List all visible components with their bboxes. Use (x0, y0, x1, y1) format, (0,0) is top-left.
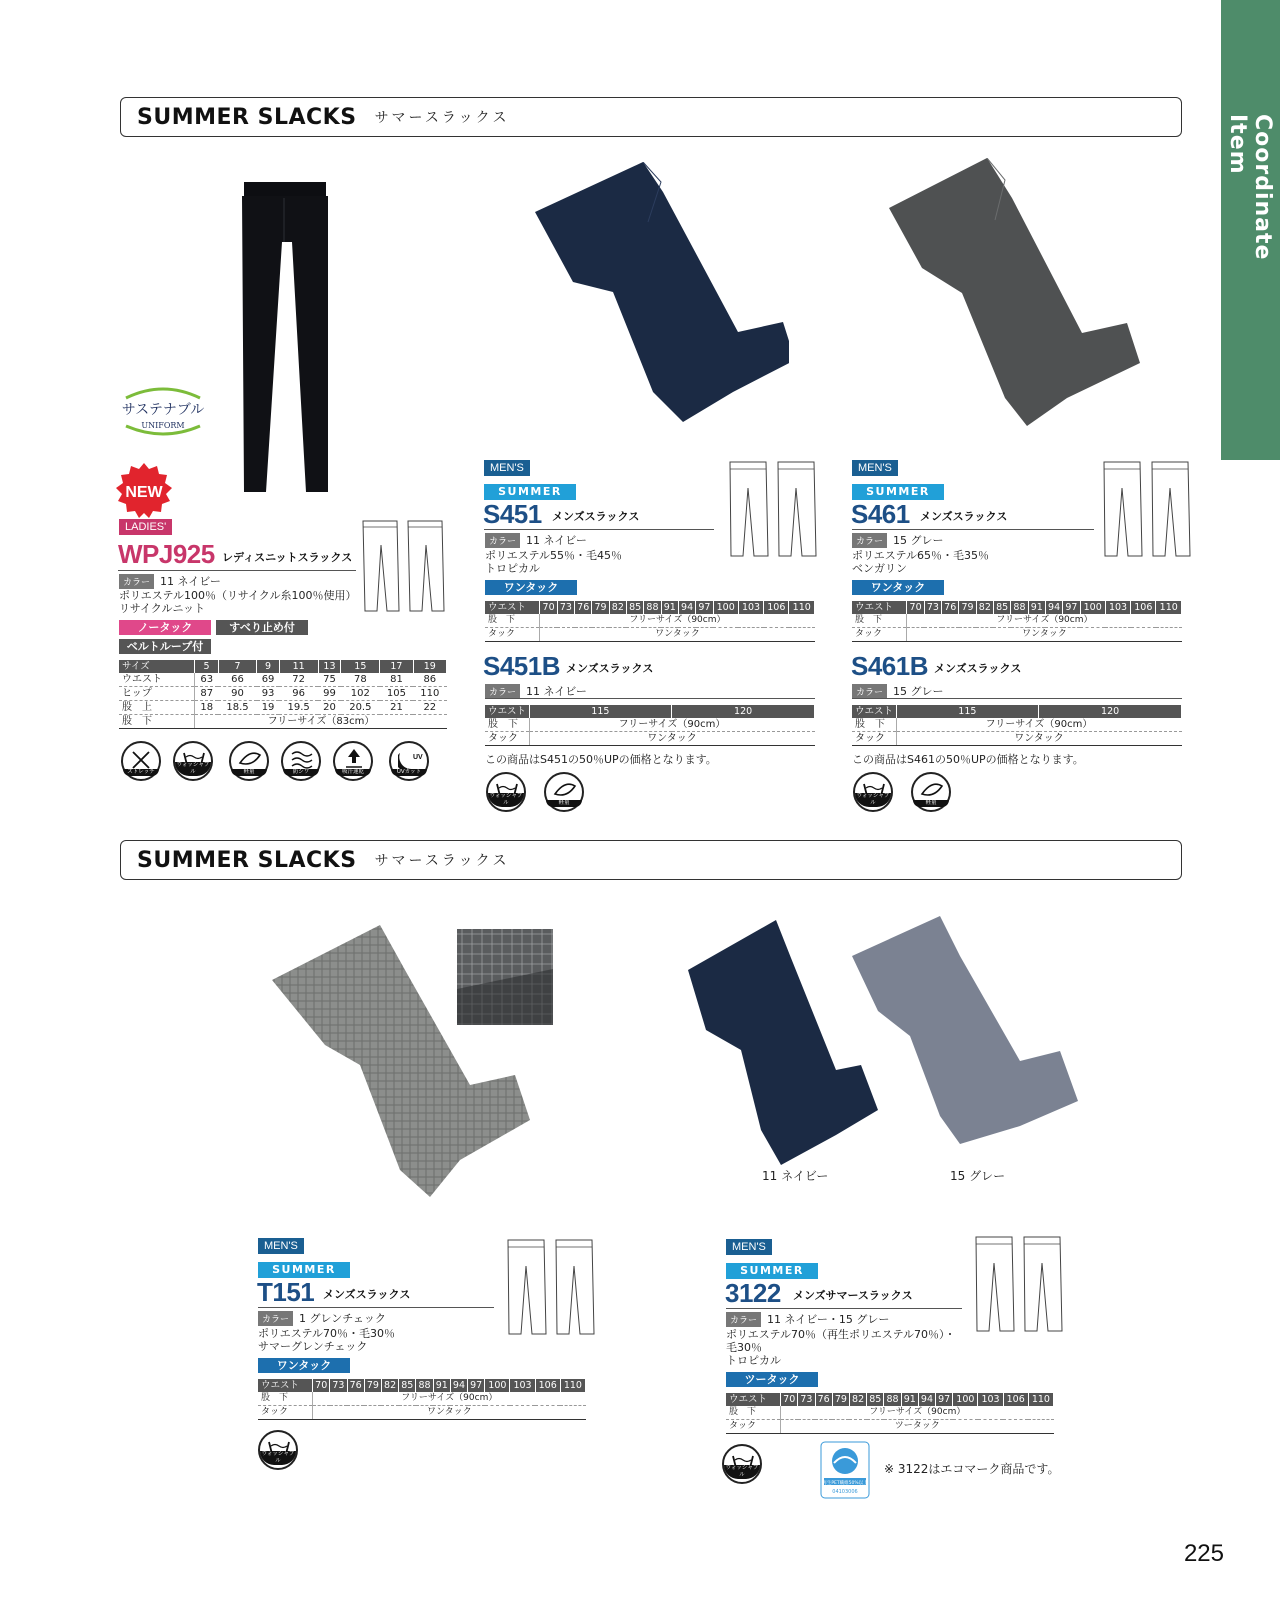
color-row (726, 1311, 889, 1327)
season-tag: SUMMER (852, 484, 944, 500)
fabric-composition: ポリエステル70％・毛30％ (258, 1327, 396, 1340)
s461-tech-drawing (1100, 458, 1196, 558)
lightweight-icon: 軽量 (544, 772, 584, 812)
color-value: 15 グレー (893, 685, 944, 698)
table-row: タック ワンタック (852, 732, 1182, 746)
s451b-size-table: ウエスト 115 120 股 下 フリーサイズ（90cm） タック ワンタック (485, 705, 815, 746)
logo-text: サステナブル (121, 402, 205, 418)
divider (484, 529, 714, 530)
product-name: メンズスラックス (566, 662, 654, 675)
color-value: 1 グレンチェック (299, 1312, 386, 1325)
logo-sub: UNIFORM (141, 421, 185, 430)
size-cell: 9 (257, 660, 279, 673)
season-tag: SUMMER (258, 1262, 350, 1278)
color-row (852, 683, 944, 699)
product-name: メンズスラックス (552, 510, 640, 523)
fabric-composition: ポリエステル65％・毛35％ (852, 549, 990, 562)
fabric-type: トロピカル (726, 1354, 781, 1367)
section-subtitle: サマースラックス (374, 853, 510, 869)
size-cell: 13 (318, 660, 341, 673)
product-code: S461 (851, 499, 910, 529)
feature-pill-non-slip: すべり止め付 (216, 620, 308, 635)
product-name: メンズスラックス (920, 510, 1008, 523)
fabric-type: トロピカル (485, 562, 540, 575)
product-code: S461B (851, 651, 928, 681)
table-row: 股 下 フリーサイズ（90cm） (726, 1406, 1054, 1420)
table-row: ヒップ 87 90 93 96 99 102 105 110 (119, 687, 447, 701)
size-header: サイズ (119, 660, 195, 673)
section-title: SUMMER SLACKS (137, 847, 357, 873)
size-cell: 19 (413, 660, 446, 673)
uv-cut-icon: UV UVカット (389, 741, 429, 781)
feature-pill-belt-loop: ベルトループ付 (119, 639, 211, 654)
tuck-pill: ツータック (726, 1372, 818, 1387)
fabric-type: ベンガリン (852, 562, 907, 575)
fabric-composition-2: 毛30％ (726, 1341, 762, 1354)
wpj925-tech-drawing (360, 517, 450, 613)
washable-icon: ウォッシャブル (258, 1430, 298, 1470)
color-label: カラー (726, 1312, 761, 1327)
table-row: タック ワンタック (485, 628, 815, 642)
divider (118, 570, 356, 571)
product-code: WPJ925 (118, 539, 215, 569)
eco-number: 04103006 (832, 1489, 858, 1495)
p3122-size-table: ウエスト 70 73 76 79 82 85 88 91 94 97 100 103 106 110 股 下 フリーサイズ（90cm） タック ツータック (726, 1393, 1054, 1434)
s451-photo (533, 162, 789, 430)
color-value: 15 グレー (893, 534, 944, 547)
fabric-composition: ポリエステル70％（再生ポリエステル70％）・ (726, 1328, 956, 1341)
size-cell: 15 (341, 660, 380, 673)
section-title: SUMMER SLACKS (137, 104, 357, 130)
gender-tag: LADIES' (119, 519, 172, 535)
size-cell: 11 (279, 660, 318, 673)
caption-gray: 15 グレー (950, 1169, 1006, 1183)
color-row (485, 683, 587, 699)
s461-photo (887, 158, 1143, 428)
washable-icon: ウォッシャブル (722, 1444, 762, 1484)
color-row (119, 573, 221, 589)
tuck-pill: ワンタック (485, 580, 577, 595)
s451-tech-drawing (726, 458, 822, 558)
color-row (852, 532, 944, 548)
section-header-bottom (120, 840, 1182, 880)
caption-navy: 11 ネイビー (762, 1169, 829, 1183)
color-row (258, 1310, 386, 1326)
table-row: 股 下 フリーサイズ（90cm） (852, 718, 1182, 732)
fabric-type: サマーグレンチェック (258, 1340, 368, 1353)
page-number: 225 (1183, 1540, 1224, 1567)
divider (258, 1307, 494, 1308)
table-row: 股 下 フリーサイズ（90cm） (852, 614, 1182, 628)
color-label: カラー (119, 574, 154, 589)
size-cell: 7 (218, 660, 257, 673)
p3122-gray-photo (850, 916, 1090, 1146)
feature-pill-no-tuck: ノータック (119, 620, 211, 635)
color-label: カラー (485, 684, 520, 699)
new-badge-text: NEW (125, 484, 163, 501)
product-code: S451 (483, 499, 542, 529)
fabric-composition: ポリエステル100％（リサイクル糸100％使用） (119, 589, 357, 602)
divider (852, 698, 1182, 699)
product-code: T151 (257, 1277, 315, 1307)
color-label: カラー (852, 533, 887, 548)
fabric-composition: ポリエステル55％・毛45％ (485, 549, 623, 562)
fabric-type: リサイクルニット (119, 602, 206, 615)
product-code: 3122 (725, 1278, 781, 1308)
tuck-pill: ワンタック (258, 1358, 350, 1373)
season-tag: SUMMER (726, 1263, 818, 1279)
price-note: この商品はS451の50％UPの価格となります。 (485, 753, 717, 766)
eco-mark-logo (820, 1441, 870, 1499)
size-cell: 5 (195, 660, 218, 673)
gender-tag: MEN'S (258, 1238, 304, 1254)
table-row: 股 下 フリーサイズ（90cm） (485, 614, 815, 628)
s451-size-table: ウエスト 70 73 76 79 82 85 88 91 94 97 100 103 106 110 股 下 フリーサイズ（90cm） タック ワンタック (485, 601, 815, 642)
table-row: タック ワンタック (485, 732, 815, 746)
quick-dry-icon: 吸汗速乾 (333, 741, 373, 781)
product-code: S451B (483, 651, 560, 681)
color-label: カラー (258, 1311, 293, 1326)
gender-tag: MEN'S (726, 1239, 772, 1255)
svg-text:UV: UV (413, 754, 423, 761)
table-row: タック ワンタック (258, 1406, 586, 1420)
s461-size-table: ウエスト 70 73 76 79 82 85 88 91 94 97 100 103 106 110 股 下 フリーサイズ（90cm） タック ワンタック (852, 601, 1182, 642)
product-name: メンズスラックス (323, 1288, 411, 1301)
tuck-pill: ワンタック (852, 580, 944, 595)
new-badge (114, 461, 174, 521)
s461b-size-table: ウエスト 115 120 股 下 フリーサイズ（90cm） タック ワンタック (852, 705, 1182, 746)
color-value: 11 ネイビー (526, 534, 587, 547)
table-row: 股 下 フリーサイズ（83cm） (119, 715, 447, 729)
table-row: タック ツータック (726, 1420, 1054, 1434)
t151-fabric-swatch (457, 929, 553, 1025)
product-name: メンズスラックス (934, 662, 1022, 675)
lightweight-icon: 軽量 (229, 741, 269, 781)
color-value: 11 ネイビー (526, 685, 587, 698)
divider (726, 1308, 962, 1309)
t151-tech-drawing (504, 1236, 600, 1336)
section-subtitle: サマースラックス (374, 110, 510, 126)
size-cell: 17 (380, 660, 413, 673)
divider (485, 698, 815, 699)
washable-icon: ウォッシャブル (853, 772, 893, 812)
eco-note: ※ 3122はエコマーク商品です。 (884, 1462, 1060, 1476)
lightweight-icon: 軽量 (911, 772, 951, 812)
table-row: タック ワンタック (852, 628, 1182, 642)
section-header-top (120, 97, 1182, 137)
gender-tag: MEN'S (852, 460, 898, 476)
table-row: 股 下 フリーサイズ（90cm） (258, 1392, 586, 1406)
color-label: カラー (852, 684, 887, 699)
product-name: レディスニットスラックス (222, 551, 353, 564)
t151-size-table: ウエスト 70 73 76 79 82 85 88 91 94 97 100 103 106 110 股 下 フリーサイズ（90cm） タック ワンタック (258, 1379, 586, 1420)
divider (852, 529, 1094, 530)
eco-text: 再生PET繊維50%以上 (822, 1481, 868, 1486)
product-name: メンズサマースラックス (793, 1289, 913, 1302)
gender-tag: MEN'S (484, 460, 530, 476)
p3122-tech-drawing (972, 1233, 1068, 1333)
season-tag: SUMMER (484, 484, 576, 500)
wrinkle-resistant-icon: 防シワ (281, 741, 321, 781)
table-row: 股 上 18 18.5 19 19.5 20 20.5 21 22 (119, 701, 447, 715)
price-note: この商品はS461の50％UPの価格となります。 (852, 753, 1084, 766)
sustainable-uniform-logo (118, 380, 208, 442)
washable-icon: ウォッシャブル (173, 741, 213, 781)
side-tab-label: Coordinate Item (1225, 114, 1275, 261)
table-row: 股 下 フリーサイズ（90cm） (485, 718, 815, 732)
wpj925-photo (236, 182, 332, 494)
color-row (485, 532, 587, 548)
wpj925-size-table (119, 660, 447, 729)
color-value: 11 ネイビー (160, 575, 221, 588)
stretch-icon: ストレッチ (121, 741, 161, 781)
color-label: カラー (485, 533, 520, 548)
table-row: ウエスト 63 66 69 72 75 78 81 86 (119, 673, 447, 687)
washable-icon: ウォッシャブル (486, 772, 526, 812)
color-value: 11 ネイビー・15 グレー (767, 1313, 890, 1326)
